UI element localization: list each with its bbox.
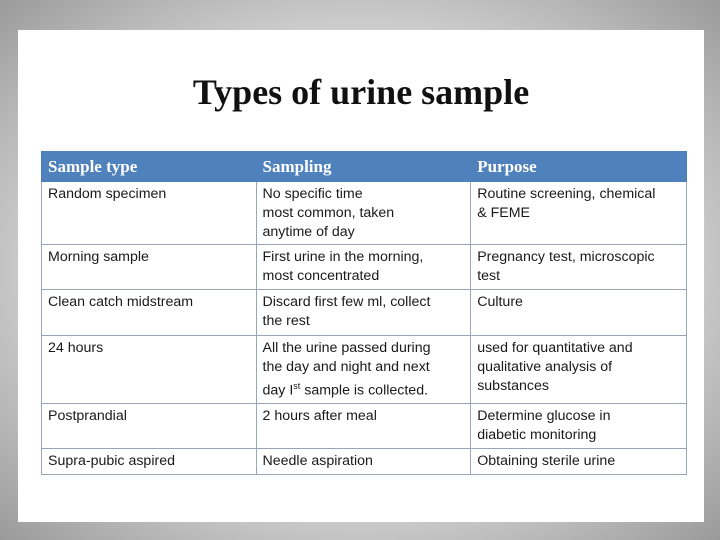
cell-line: Routine screening, chemical [477,186,656,202]
table-row [42,290,687,336]
cell-line: Obtaining sterile urine [477,452,616,469]
cell-sample-type [42,403,257,448]
cell-sample-type [42,290,257,336]
cell-purpose [471,403,687,448]
cell-line: diabetic monitoring [477,426,597,443]
cell-purpose [471,290,687,336]
header-sampling: Sampling [256,152,471,182]
cell-sampling [256,182,471,245]
table-row [42,245,687,290]
cell-line: most common, taken [262,205,395,221]
cell-line: the day and night and next [262,359,430,375]
cell-sampling [256,336,471,404]
cell-line [263,377,465,401]
cell-line: anytime of day [262,224,355,240]
cell-line: 2 hours after meal [262,407,377,424]
cell-line: the rest [262,313,310,329]
cell-line: Pregnancy test, microscopic [477,249,655,265]
slide [18,30,704,522]
cell-sampling [256,403,471,448]
cell-line: Determine glucose in [477,407,611,424]
cell-purpose [471,448,687,474]
cell-line: used for quantitative and [477,340,633,356]
cell-line: Morning sample [48,249,149,265]
cell-sample-type [42,245,257,290]
cell-sample-type [42,448,257,474]
cell-line: Clean catch midstream [48,294,194,310]
cell-sampling [256,245,471,290]
cell-line: Postprandial [48,407,127,424]
table-row [42,403,687,448]
table-row [42,182,687,245]
cell-line: Supra-pubic aspired [48,452,175,469]
header-purpose: Purpose [471,152,687,182]
cell-purpose [471,336,687,404]
cell-sample-type [42,182,257,245]
cell-sampling [256,290,471,336]
cell-line: First urine in the morning, [262,249,424,265]
table-row [42,448,687,474]
cell-sampling [256,448,471,474]
cell-line: test [477,268,501,284]
table-header-row [42,152,687,182]
cell-line: No specific time [262,186,363,202]
cell-line: most concentrated [262,268,380,284]
cell-text: day I [262,382,294,399]
cell-line: Discard first few ml, collect [262,294,431,310]
cell-sample-type [42,336,257,404]
cell-line: All the urine passed during [262,340,431,356]
cell-text: sample is collected. [300,382,429,399]
superscript-st: st [293,381,301,391]
header-sample-type: Sample type [42,152,257,182]
cell-line: substances [477,378,549,394]
cell-line: Culture [477,294,523,310]
cell-purpose [471,182,687,245]
cell-line: & FEME [477,205,531,221]
cell-line: Needle aspiration [262,452,373,469]
slide-title: Types of urine sample [192,72,530,112]
cell-purpose [471,245,687,290]
cell-line: Random specimen [48,186,167,202]
table-row [42,336,687,404]
cell-line: 24 hours [48,340,104,356]
cell-line: qualitative analysis of [477,359,613,375]
urine-sample-table [41,151,687,475]
